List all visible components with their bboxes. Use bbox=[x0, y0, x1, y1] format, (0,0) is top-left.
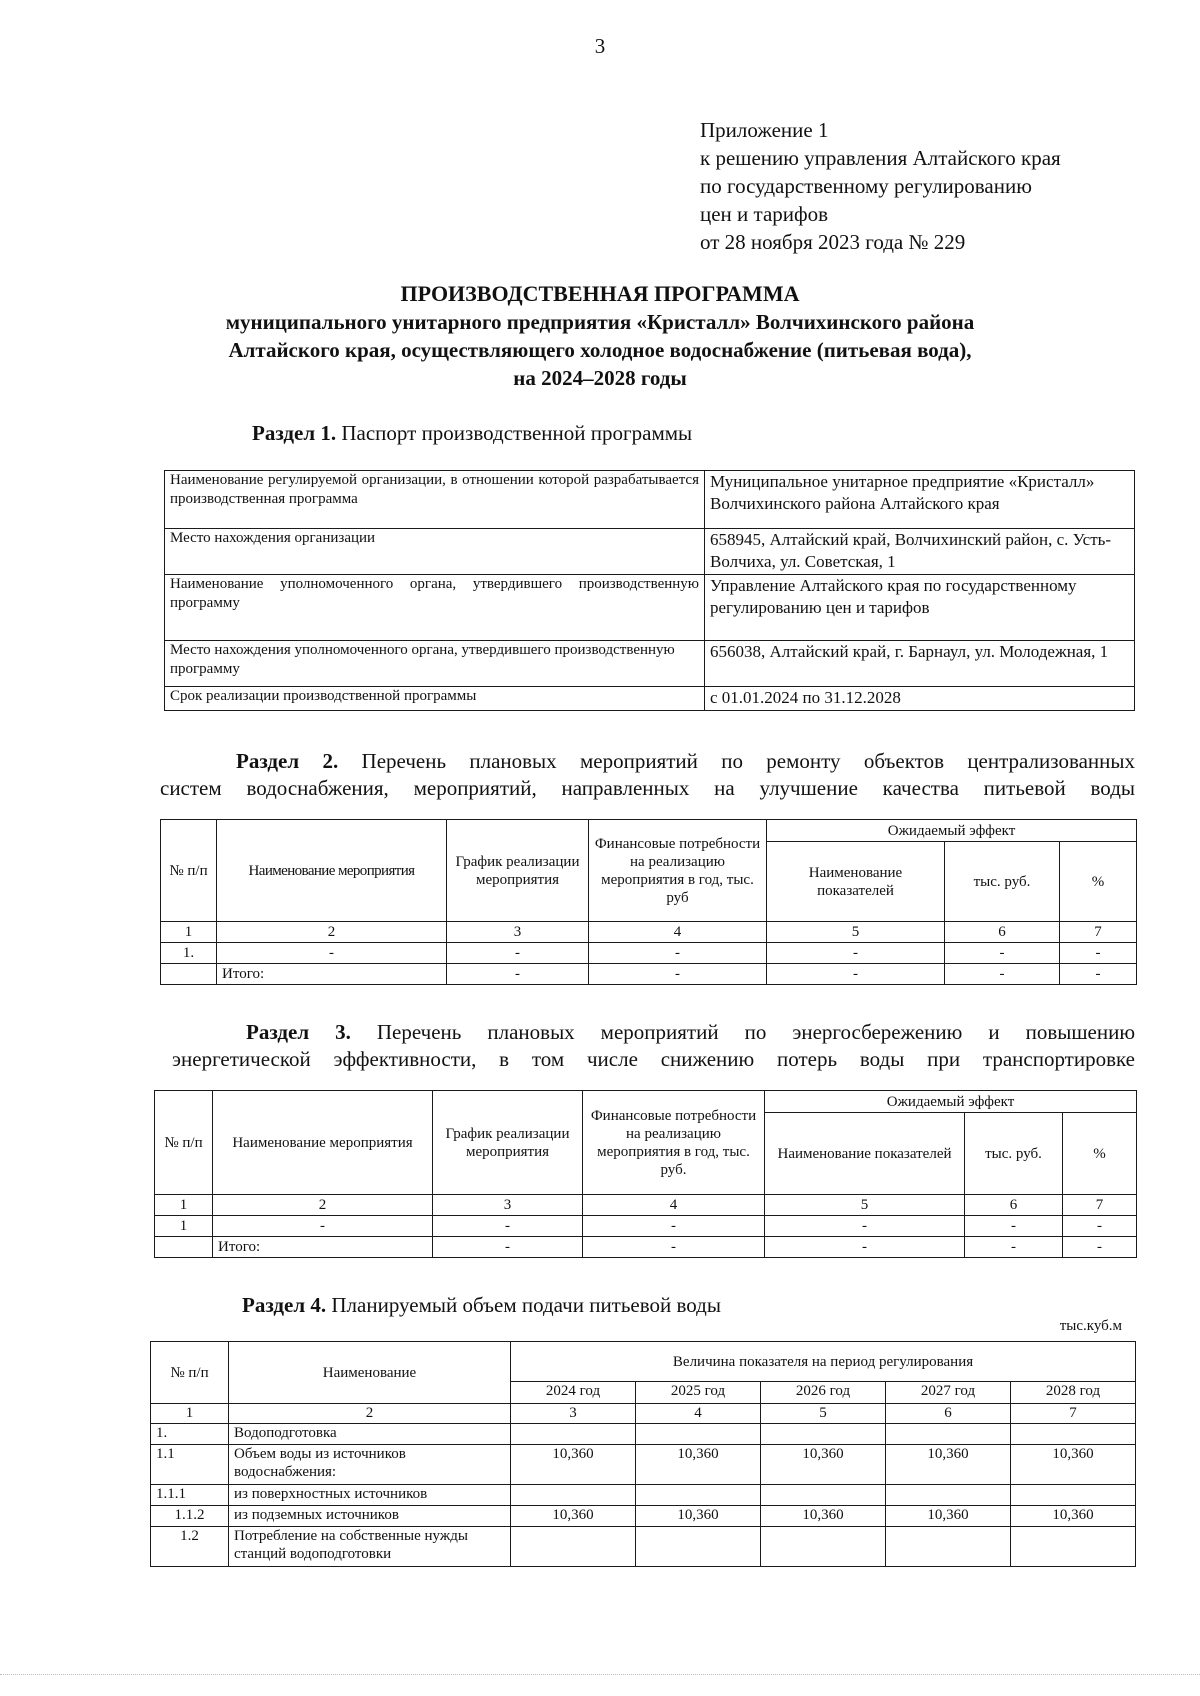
appendix-line: от 28 ноября 2023 года № 229 bbox=[700, 230, 966, 254]
table-cell: - bbox=[433, 1216, 583, 1237]
col-header-period: Величина показателя на период регулирования bbox=[511, 1342, 1136, 1382]
table-row bbox=[151, 1485, 1136, 1506]
col-header-pct: % bbox=[1060, 842, 1137, 922]
table-row bbox=[165, 641, 1135, 687]
table-cell bbox=[1011, 1424, 1136, 1445]
col-number: 4 bbox=[583, 1195, 765, 1216]
table-row bbox=[165, 529, 1135, 575]
col-number: 2 bbox=[229, 1404, 511, 1424]
table-row bbox=[151, 1527, 1136, 1567]
section3-title-1: Перечень плановых мероприятий по энергосбережению и повышению bbox=[376, 1020, 1136, 1044]
passport-table bbox=[164, 470, 1135, 711]
col-number: 7 bbox=[1060, 922, 1137, 943]
title-line: ПРОИЗВОДСТВЕННАЯ ПРОГРАММА bbox=[400, 281, 800, 306]
section2-title-1: Перечень плановых мероприятий по ремонту объектов централизованных bbox=[361, 749, 1135, 773]
table-cell: 10,360 bbox=[636, 1445, 761, 1485]
appendix-line: Приложение 1 bbox=[700, 118, 829, 142]
section1-label: Раздел 1. bbox=[252, 421, 337, 445]
title-line: на 2024–2028 годы bbox=[513, 366, 687, 390]
table-cell: - bbox=[965, 1237, 1063, 1258]
table-cell: - bbox=[583, 1216, 765, 1237]
passport-value: Управление Алтайского края по государственному регулированию цен и тарифов bbox=[705, 575, 1135, 641]
col-number: 5 bbox=[767, 922, 945, 943]
section2-label: Раздел 2. bbox=[236, 749, 339, 773]
passport-value: Муниципальное унитарное предприятие «Кристалл» Волчихинского района Алтайского края bbox=[705, 471, 1135, 529]
col-header-pct: % bbox=[1063, 1113, 1137, 1195]
row-name: Водоподготовка bbox=[229, 1424, 511, 1445]
section3-table bbox=[154, 1090, 1137, 1258]
total-label: Итого: bbox=[217, 964, 447, 985]
table-row bbox=[165, 687, 1135, 711]
table-cell: 1 bbox=[155, 1216, 213, 1237]
title-line: муниципального унитарного предприятия «Кристалл» Волчихинского района bbox=[225, 310, 975, 334]
table-row bbox=[151, 1506, 1136, 1527]
col-number: 6 bbox=[945, 922, 1060, 943]
col-header-schedule: График реализации мероприятия bbox=[433, 1091, 583, 1195]
table-row bbox=[161, 922, 1137, 943]
passport-value: с 01.01.2024 по 31.12.2028 bbox=[705, 687, 1135, 711]
row-number: 1.1.1 bbox=[151, 1485, 229, 1506]
col-number: 6 bbox=[965, 1195, 1063, 1216]
col-number: 2 bbox=[213, 1195, 433, 1216]
col-number: 6 bbox=[886, 1404, 1011, 1424]
table-cell: - bbox=[447, 964, 589, 985]
table-row bbox=[161, 820, 1137, 842]
table-cell: - bbox=[1063, 1216, 1137, 1237]
table-cell: - bbox=[1060, 964, 1137, 985]
passport-name: Место нахождения уполномоченного органа, утвердившего производственную программу bbox=[165, 641, 705, 687]
col-header-year: 2024 год bbox=[511, 1382, 636, 1404]
row-number: 1.2 bbox=[151, 1527, 229, 1567]
table-row bbox=[151, 1342, 1136, 1382]
section4-table bbox=[150, 1341, 1136, 1567]
section3-label: Раздел 3. bbox=[246, 1020, 351, 1044]
col-number: 7 bbox=[1011, 1404, 1136, 1424]
appendix-block bbox=[700, 116, 1061, 256]
unit-label: тыс.куб.м bbox=[1059, 1318, 1122, 1334]
passport-name: Место нахождения организации bbox=[165, 529, 705, 575]
table-cell: - bbox=[447, 943, 589, 964]
table-cell: - bbox=[945, 964, 1060, 985]
table-cell bbox=[511, 1424, 636, 1445]
table-row bbox=[155, 1091, 1137, 1113]
table-cell: 10,360 bbox=[511, 1445, 636, 1485]
title-line: Алтайского края, осуществляющего холодное водоснабжение (питьевая вода), bbox=[228, 338, 972, 362]
col-header-year: 2026 год bbox=[761, 1382, 886, 1404]
passport-value: 658945, Алтайский край, Волчихинский район, с. Усть-Волчиха, ул. Советская, 1 bbox=[705, 529, 1135, 575]
table-row bbox=[165, 575, 1135, 641]
table-cell: 10,360 bbox=[761, 1445, 886, 1485]
table-row bbox=[151, 1424, 1136, 1445]
table-cell bbox=[636, 1424, 761, 1445]
table-cell bbox=[155, 1237, 213, 1258]
col-header-year: 2025 год bbox=[636, 1382, 761, 1404]
row-number: 1.1 bbox=[151, 1445, 229, 1485]
col-number: 7 bbox=[1063, 1195, 1137, 1216]
col-header-effect: Ожидаемый эффект bbox=[765, 1091, 1137, 1113]
row-name: Потребление на собственные нужды станций водоподготовки bbox=[229, 1527, 511, 1567]
section2-heading-line bbox=[160, 748, 1135, 775]
passport-name: Срок реализации производственной программы bbox=[165, 687, 705, 711]
section2-table bbox=[160, 819, 1137, 985]
table-cell: 10,360 bbox=[886, 1506, 1011, 1527]
scan-edge-divider bbox=[0, 1674, 1200, 1675]
table-cell bbox=[511, 1485, 636, 1506]
table-cell: - bbox=[1060, 943, 1137, 964]
section4-label: Раздел 4. bbox=[242, 1293, 327, 1317]
col-header-year: 2028 год bbox=[1011, 1382, 1136, 1404]
col-number: 4 bbox=[589, 922, 767, 943]
col-header-year: 2027 год bbox=[886, 1382, 1011, 1404]
table-cell bbox=[636, 1485, 761, 1506]
col-header-effect: Ожидаемый эффект bbox=[767, 820, 1137, 842]
col-number: 5 bbox=[761, 1404, 886, 1424]
table-row bbox=[155, 1195, 1137, 1216]
col-number: 1 bbox=[161, 922, 217, 943]
col-header-schedule: График реализации мероприятия bbox=[447, 820, 589, 922]
col-number: 2 bbox=[217, 922, 447, 943]
section2-heading bbox=[160, 748, 1135, 802]
table-row bbox=[155, 1216, 1137, 1237]
passport-name: Наименование уполномоченного органа, утвердившего производственную программу bbox=[165, 575, 705, 641]
section4-heading bbox=[242, 1292, 721, 1319]
row-name: Объем воды из источников водоснабжения: bbox=[229, 1445, 511, 1485]
table-cell: - bbox=[1063, 1237, 1137, 1258]
table-cell bbox=[511, 1527, 636, 1567]
table-cell bbox=[636, 1527, 761, 1567]
table-cell: - bbox=[213, 1216, 433, 1237]
appendix-line: по государственному регулированию bbox=[700, 174, 1032, 198]
row-number: 1. bbox=[151, 1424, 229, 1445]
passport-name: Наименование регулируемой организации, в отношении которой разрабатывается производственная программа bbox=[165, 471, 705, 529]
col-number: 3 bbox=[447, 922, 589, 943]
section3-heading-line bbox=[172, 1019, 1135, 1046]
col-header-indicators: Наименование показателей bbox=[765, 1113, 965, 1195]
col-number: 3 bbox=[433, 1195, 583, 1216]
total-label: Итого: bbox=[213, 1237, 433, 1258]
appendix-line: цен и тарифов bbox=[700, 202, 829, 226]
col-header-name: Наименование мероприятия bbox=[213, 1091, 433, 1195]
table-row bbox=[151, 1404, 1136, 1424]
section1-title: Паспорт производственной программы bbox=[341, 421, 693, 445]
col-number: 5 bbox=[765, 1195, 965, 1216]
table-cell: 10,360 bbox=[1011, 1445, 1136, 1485]
col-header-num: № п/п bbox=[155, 1091, 213, 1195]
table-row bbox=[161, 964, 1137, 985]
table-row bbox=[151, 1445, 1136, 1485]
table-cell: 10,360 bbox=[1011, 1506, 1136, 1527]
section2-title-2: систем водоснабжения, мероприятий, направленных на улучшение качества питьевой воды bbox=[160, 776, 1135, 800]
section3-title-2: энергетической эффективности, в том числе снижению потерь воды при транспортировке bbox=[172, 1047, 1135, 1071]
table-cell bbox=[1011, 1527, 1136, 1567]
table-cell bbox=[761, 1485, 886, 1506]
table-cell: 1. bbox=[161, 943, 217, 964]
table-row bbox=[155, 1237, 1137, 1258]
passport-value: 656038, Алтайский край, г. Барнаул, ул. Молодежная, 1 bbox=[705, 641, 1135, 687]
section3-heading bbox=[172, 1019, 1135, 1073]
section4-title: Планируемый объем подачи питьевой воды bbox=[331, 1293, 721, 1317]
table-cell: 10,360 bbox=[761, 1506, 886, 1527]
table-cell bbox=[761, 1527, 886, 1567]
table-cell: - bbox=[767, 964, 945, 985]
table-cell: - bbox=[433, 1237, 583, 1258]
col-header-finance: Финансовые потребности на реализацию мероприятия в год, тыс. руб. bbox=[583, 1091, 765, 1195]
table-cell: - bbox=[589, 943, 767, 964]
table-cell: - bbox=[765, 1237, 965, 1258]
row-name: из поверхностных источников bbox=[229, 1485, 511, 1506]
table-row bbox=[161, 943, 1137, 964]
table-cell bbox=[761, 1424, 886, 1445]
col-header-rub: тыс. руб. bbox=[965, 1113, 1063, 1195]
col-number: 1 bbox=[151, 1404, 229, 1424]
page-number: 3 bbox=[594, 34, 606, 58]
table-cell: - bbox=[765, 1216, 965, 1237]
col-header-name: Наименование bbox=[229, 1342, 511, 1404]
col-header-finance: Финансовые потребности на реализацию мероприятия в год, тыс. руб bbox=[589, 820, 767, 922]
table-row bbox=[165, 471, 1135, 529]
col-number: 1 bbox=[155, 1195, 213, 1216]
table-cell bbox=[886, 1527, 1011, 1567]
row-name: из подземных источников bbox=[229, 1506, 511, 1527]
table-cell: - bbox=[589, 964, 767, 985]
table-cell: 10,360 bbox=[886, 1445, 1011, 1485]
table-cell: 10,360 bbox=[511, 1506, 636, 1527]
table-cell bbox=[1011, 1485, 1136, 1506]
table-cell: 10,360 bbox=[636, 1506, 761, 1527]
col-header-num: № п/п bbox=[151, 1342, 229, 1404]
col-number: 4 bbox=[636, 1404, 761, 1424]
table-cell: - bbox=[217, 943, 447, 964]
table-cell bbox=[161, 964, 217, 985]
table-cell: - bbox=[583, 1237, 765, 1258]
col-header-indicators: Наименование показателей bbox=[767, 842, 945, 922]
section1-heading bbox=[252, 420, 692, 447]
col-header-num: № п/п bbox=[161, 820, 217, 922]
col-header-rub: тыс. руб. bbox=[945, 842, 1060, 922]
table-cell: - bbox=[965, 1216, 1063, 1237]
table-cell: - bbox=[945, 943, 1060, 964]
row-number: 1.1.2 bbox=[151, 1506, 229, 1527]
col-number: 3 bbox=[511, 1404, 636, 1424]
table-cell bbox=[886, 1424, 1011, 1445]
col-header-name: Наименование мероприятия bbox=[217, 820, 447, 922]
table-cell bbox=[886, 1485, 1011, 1506]
appendix-line: к решению управления Алтайского края bbox=[700, 146, 1061, 170]
document-title bbox=[100, 280, 1100, 392]
table-cell: - bbox=[767, 943, 945, 964]
